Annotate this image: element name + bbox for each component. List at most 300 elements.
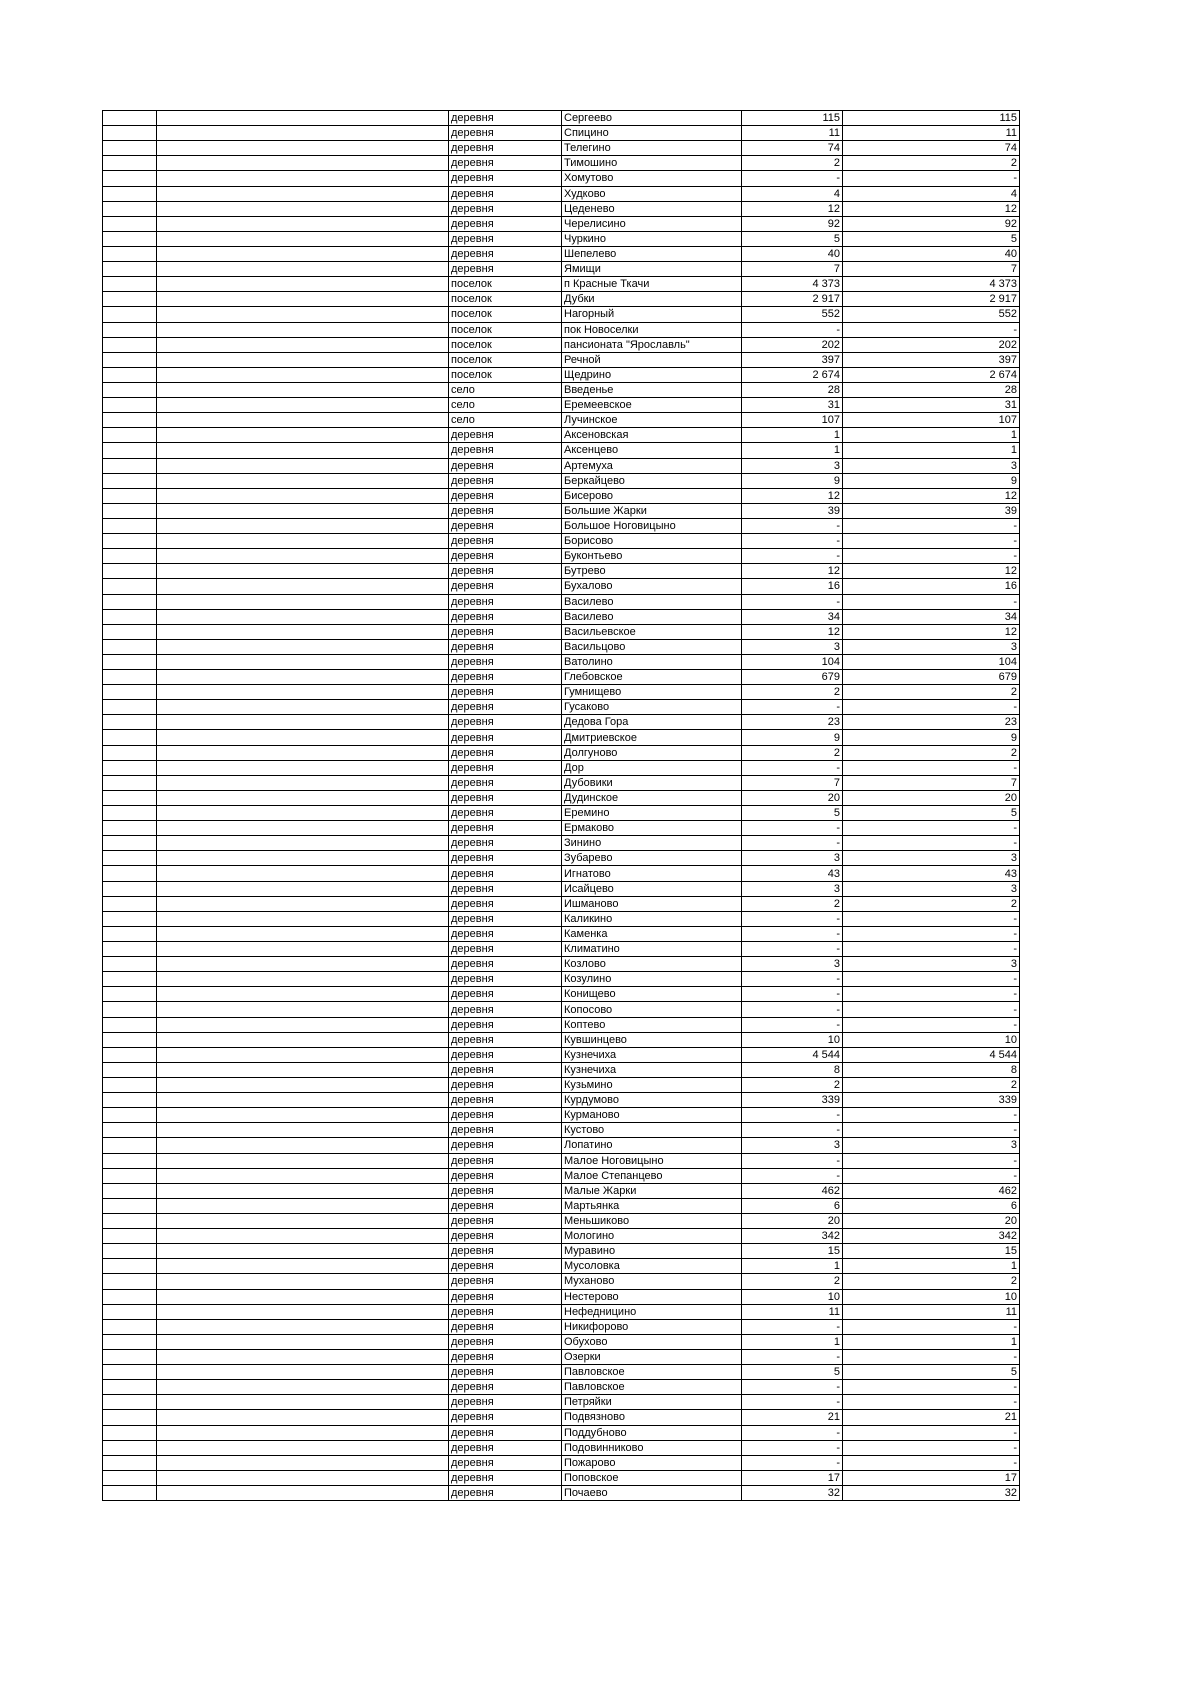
empty-cell <box>157 398 449 413</box>
table-row <box>103 231 1020 246</box>
population-cell: 342 <box>742 1229 843 1244</box>
empty-cell <box>157 292 449 307</box>
population-cell: 115 <box>742 111 843 126</box>
empty-cell <box>103 382 157 397</box>
empty-cell <box>843 1425 936 1440</box>
empty-cell <box>103 896 157 911</box>
settlement-name-cell: Ямищи <box>562 262 742 277</box>
empty-cell <box>157 1093 449 1108</box>
settlement-type-cell: деревня <box>449 1425 562 1440</box>
settlement-name-cell: Курманово <box>562 1108 742 1123</box>
population-total-cell: 6 <box>936 1198 1020 1213</box>
empty-cell <box>103 1093 157 1108</box>
empty-cell <box>103 1395 157 1410</box>
population-cell: - <box>742 821 843 836</box>
settlement-type-cell: деревня <box>449 851 562 866</box>
settlement-type-cell: деревня <box>449 685 562 700</box>
population-total-cell: - <box>936 836 1020 851</box>
empty-cell <box>157 1229 449 1244</box>
settlement-name-cell: Подовинниково <box>562 1440 742 1455</box>
settlement-type-cell: деревня <box>449 201 562 216</box>
empty-cell <box>157 1395 449 1410</box>
population-total-cell: 12 <box>936 488 1020 503</box>
settlement-type-cell: деревня <box>449 926 562 941</box>
settlement-type-cell: деревня <box>449 111 562 126</box>
table-row <box>103 413 1020 428</box>
population-cell: 2 <box>742 1274 843 1289</box>
settlement-name-cell: Поддубново <box>562 1425 742 1440</box>
empty-cell <box>157 670 449 685</box>
empty-cell <box>157 1017 449 1032</box>
empty-cell <box>157 654 449 669</box>
empty-cell <box>843 670 936 685</box>
settlement-type-cell: деревня <box>449 987 562 1002</box>
population-cell: 5 <box>742 231 843 246</box>
population-total-cell: 4 373 <box>936 277 1020 292</box>
population-total-cell: 1 <box>936 428 1020 443</box>
empty-cell <box>157 1304 449 1319</box>
settlement-type-cell: деревня <box>449 126 562 141</box>
table-row <box>103 292 1020 307</box>
empty-cell <box>157 262 449 277</box>
settlement-type-cell: деревня <box>449 1093 562 1108</box>
empty-cell <box>103 277 157 292</box>
population-cell: 2 <box>742 156 843 171</box>
table-row <box>103 1168 1020 1183</box>
empty-cell <box>103 186 157 201</box>
empty-cell <box>157 896 449 911</box>
population-cell: - <box>742 1002 843 1017</box>
empty-cell <box>843 1078 936 1093</box>
settlement-name-cell: Шепелево <box>562 246 742 261</box>
table-row <box>103 1334 1020 1349</box>
population-cell: 32 <box>742 1485 843 1500</box>
population-cell: 23 <box>742 715 843 730</box>
population-cell: - <box>742 1153 843 1168</box>
settlement-type-cell: деревня <box>449 594 562 609</box>
population-cell: 10 <box>742 1032 843 1047</box>
empty-cell <box>843 836 936 851</box>
empty-cell <box>157 111 449 126</box>
settlement-type-cell: деревня <box>449 1365 562 1380</box>
table-row <box>103 836 1020 851</box>
empty-cell <box>103 458 157 473</box>
settlement-type-cell: деревня <box>449 624 562 639</box>
table-row <box>103 760 1020 775</box>
empty-cell <box>843 1440 936 1455</box>
table-row <box>103 896 1020 911</box>
settlement-type-cell: поселок <box>449 322 562 337</box>
empty-cell <box>157 428 449 443</box>
population-total-cell: 15 <box>936 1244 1020 1259</box>
settlement-name-cell: Кувшинцево <box>562 1032 742 1047</box>
settlement-name-cell: Коптево <box>562 1017 742 1032</box>
empty-cell <box>157 141 449 156</box>
empty-cell <box>157 307 449 322</box>
table-row <box>103 942 1020 957</box>
table-row <box>103 352 1020 367</box>
empty-cell <box>843 639 936 654</box>
population-cell: 31 <box>742 398 843 413</box>
population-cell: 28 <box>742 382 843 397</box>
population-total-cell: - <box>936 322 1020 337</box>
settlement-type-cell: деревня <box>449 1349 562 1364</box>
empty-cell <box>103 972 157 987</box>
empty-cell <box>103 443 157 458</box>
empty-cell <box>103 564 157 579</box>
population-total-cell: - <box>936 549 1020 564</box>
empty-cell <box>157 987 449 1002</box>
empty-cell <box>843 987 936 1002</box>
empty-cell <box>103 1455 157 1470</box>
empty-cell <box>843 1198 936 1213</box>
population-total-cell: 2 <box>936 745 1020 760</box>
empty-cell <box>843 413 936 428</box>
settlement-type-cell: деревня <box>449 473 562 488</box>
population-total-cell: 1 <box>936 1334 1020 1349</box>
empty-cell <box>843 730 936 745</box>
settlement-type-cell: деревня <box>449 1334 562 1349</box>
empty-cell <box>843 428 936 443</box>
settlement-type-cell: деревня <box>449 1470 562 1485</box>
population-total-cell: - <box>936 942 1020 957</box>
settlement-name-cell: Нестерово <box>562 1289 742 1304</box>
table-row <box>103 957 1020 972</box>
settlement-name-cell: Бутрево <box>562 564 742 579</box>
empty-cell <box>843 1213 936 1228</box>
empty-cell <box>157 534 449 549</box>
empty-cell <box>157 1425 449 1440</box>
population-cell: - <box>742 549 843 564</box>
settlement-name-cell: Цеденево <box>562 201 742 216</box>
settlement-name-cell: Долгуново <box>562 745 742 760</box>
population-total-cell: 3 <box>936 639 1020 654</box>
population-total-cell: 2 674 <box>936 367 1020 382</box>
table-row <box>103 1395 1020 1410</box>
population-cell: - <box>742 1168 843 1183</box>
population-total-cell: - <box>936 1395 1020 1410</box>
population-total-cell: - <box>936 1002 1020 1017</box>
empty-cell <box>843 171 936 186</box>
settlement-type-cell: деревня <box>449 518 562 533</box>
population-total-cell: - <box>936 972 1020 987</box>
table-row <box>103 1485 1020 1500</box>
empty-cell <box>843 700 936 715</box>
empty-cell <box>157 443 449 458</box>
empty-cell <box>103 836 157 851</box>
settlement-name-cell: Большие Жарки <box>562 503 742 518</box>
population-cell: 39 <box>742 503 843 518</box>
empty-cell <box>843 775 936 790</box>
table-row <box>103 1289 1020 1304</box>
settlement-name-cell: Беркайцево <box>562 473 742 488</box>
settlement-type-cell: деревня <box>449 881 562 896</box>
population-total-cell: 115 <box>936 111 1020 126</box>
empty-cell <box>103 851 157 866</box>
settlement-name-cell: Муханово <box>562 1274 742 1289</box>
table-row <box>103 654 1020 669</box>
settlement-name-cell: Зубарево <box>562 851 742 866</box>
empty-cell <box>157 1455 449 1470</box>
empty-cell <box>843 821 936 836</box>
population-cell: 202 <box>742 337 843 352</box>
settlement-name-cell: Васильевское <box>562 624 742 639</box>
empty-cell <box>103 231 157 246</box>
settlement-type-cell: деревня <box>449 957 562 972</box>
empty-cell <box>103 715 157 730</box>
settlement-type-cell: деревня <box>449 911 562 926</box>
population-cell: 21 <box>742 1410 843 1425</box>
table-row <box>103 262 1020 277</box>
settlement-type-cell: деревня <box>449 141 562 156</box>
population-total-cell: 3 <box>936 458 1020 473</box>
population-cell: - <box>742 1319 843 1334</box>
empty-cell <box>157 1244 449 1259</box>
population-cell: - <box>742 1395 843 1410</box>
empty-cell <box>157 1062 449 1077</box>
empty-cell <box>103 1108 157 1123</box>
settlement-type-cell: деревня <box>449 730 562 745</box>
settlement-type-cell: деревня <box>449 1047 562 1062</box>
settlement-name-cell: Дубки <box>562 292 742 307</box>
empty-cell <box>843 1168 936 1183</box>
empty-cell <box>157 382 449 397</box>
table-row <box>103 579 1020 594</box>
population-total-cell: 23 <box>936 715 1020 730</box>
empty-cell <box>843 186 936 201</box>
settlement-name-cell: Кузнечиха <box>562 1047 742 1062</box>
population-cell: 12 <box>742 564 843 579</box>
empty-cell <box>157 836 449 851</box>
empty-cell <box>157 413 449 428</box>
population-total-cell: 3 <box>936 1138 1020 1153</box>
population-total-cell: 34 <box>936 609 1020 624</box>
settlement-name-cell: Гусаково <box>562 700 742 715</box>
settlement-name-cell: Дмитриевское <box>562 730 742 745</box>
empty-cell <box>157 700 449 715</box>
settlement-name-cell: Василево <box>562 609 742 624</box>
empty-cell <box>843 1047 936 1062</box>
empty-cell <box>103 1274 157 1289</box>
table-row <box>103 685 1020 700</box>
empty-cell <box>157 171 449 186</box>
settlement-name-cell: Петряйки <box>562 1395 742 1410</box>
table-row <box>103 790 1020 805</box>
population-cell: 1 <box>742 1334 843 1349</box>
empty-cell <box>103 760 157 775</box>
empty-cell <box>103 654 157 669</box>
population-cell: 3 <box>742 639 843 654</box>
empty-cell <box>103 1078 157 1093</box>
table-row <box>103 594 1020 609</box>
empty-cell <box>103 1138 157 1153</box>
population-total-cell: - <box>936 1380 1020 1395</box>
settlement-name-cell: Пожарово <box>562 1455 742 1470</box>
empty-cell <box>103 1485 157 1500</box>
table-row <box>103 1440 1020 1455</box>
empty-cell <box>843 790 936 805</box>
table-row <box>103 1274 1020 1289</box>
settlement-name-cell: пок Новоселки <box>562 322 742 337</box>
population-total-cell: 92 <box>936 216 1020 231</box>
settlement-type-cell: поселок <box>449 307 562 322</box>
settlement-name-cell: Кузнечиха <box>562 1062 742 1077</box>
settlement-type-cell: деревня <box>449 1138 562 1153</box>
settlement-name-cell: Бухалово <box>562 579 742 594</box>
settlement-name-cell: Тимошино <box>562 156 742 171</box>
settlement-name-cell: Каменка <box>562 926 742 941</box>
settlement-name-cell: Почаево <box>562 1485 742 1500</box>
empty-cell <box>157 352 449 367</box>
empty-cell <box>157 775 449 790</box>
settlement-type-cell: деревня <box>449 1244 562 1259</box>
empty-cell <box>157 1047 449 1062</box>
empty-cell <box>157 1168 449 1183</box>
settlement-type-cell: деревня <box>449 760 562 775</box>
settlement-name-cell: Ишманово <box>562 896 742 911</box>
empty-cell <box>103 549 157 564</box>
population-total-cell: - <box>936 1455 1020 1470</box>
table-row <box>103 1002 1020 1017</box>
empty-cell <box>157 579 449 594</box>
empty-cell <box>103 1183 157 1198</box>
table-row <box>103 926 1020 941</box>
settlement-name-cell: Речной <box>562 352 742 367</box>
empty-cell <box>843 1032 936 1047</box>
settlement-type-cell: деревня <box>449 262 562 277</box>
settlement-name-cell: Исайцево <box>562 881 742 896</box>
population-total-cell: 4 544 <box>936 1047 1020 1062</box>
population-total-cell: 5 <box>936 806 1020 821</box>
population-total-cell: 462 <box>936 1183 1020 1198</box>
population-cell: - <box>742 1349 843 1364</box>
table-row <box>103 503 1020 518</box>
empty-cell <box>103 881 157 896</box>
population-total-cell: 9 <box>936 473 1020 488</box>
population-cell: 20 <box>742 790 843 805</box>
settlement-type-cell: деревня <box>449 1289 562 1304</box>
population-cell: 2 674 <box>742 367 843 382</box>
empty-cell <box>157 246 449 261</box>
empty-cell <box>843 1395 936 1410</box>
settlement-type-cell: деревня <box>449 1017 562 1032</box>
settlement-name-cell: Еремино <box>562 806 742 821</box>
empty-cell <box>843 277 936 292</box>
population-total-cell: 9 <box>936 730 1020 745</box>
settlement-name-cell: Ватолино <box>562 654 742 669</box>
population-total-cell: - <box>936 534 1020 549</box>
population-cell: 2 <box>742 896 843 911</box>
population-total-cell: - <box>936 1168 1020 1183</box>
population-cell: 12 <box>742 201 843 216</box>
empty-cell <box>157 1153 449 1168</box>
population-cell: - <box>742 1380 843 1395</box>
empty-cell <box>843 957 936 972</box>
empty-cell <box>103 171 157 186</box>
table-row <box>103 564 1020 579</box>
population-cell: - <box>742 534 843 549</box>
empty-cell <box>843 1485 936 1500</box>
population-cell: 679 <box>742 670 843 685</box>
empty-cell <box>843 1289 936 1304</box>
population-cell: - <box>742 942 843 957</box>
population-cell: 11 <box>742 126 843 141</box>
empty-cell <box>843 503 936 518</box>
empty-cell <box>103 352 157 367</box>
table-row <box>103 1410 1020 1425</box>
empty-cell <box>103 156 157 171</box>
empty-cell <box>157 1259 449 1274</box>
empty-cell <box>103 670 157 685</box>
population-total-cell: 28 <box>936 382 1020 397</box>
population-total-cell: 8 <box>936 1062 1020 1077</box>
settlement-name-cell: Лучинское <box>562 413 742 428</box>
table-row <box>103 715 1020 730</box>
empty-cell <box>157 1380 449 1395</box>
table-row <box>103 639 1020 654</box>
empty-cell <box>103 987 157 1002</box>
table-row <box>103 549 1020 564</box>
settlement-type-cell: деревня <box>449 186 562 201</box>
empty-cell <box>103 1168 157 1183</box>
population-total-cell: - <box>936 1425 1020 1440</box>
settlement-type-cell: поселок <box>449 337 562 352</box>
empty-cell <box>843 745 936 760</box>
empty-cell <box>843 398 936 413</box>
settlement-name-cell: Мартьянка <box>562 1198 742 1213</box>
settlement-name-cell: Конищево <box>562 987 742 1002</box>
settlement-name-cell: Василево <box>562 594 742 609</box>
table-row <box>103 367 1020 382</box>
population-total-cell: 31 <box>936 398 1020 413</box>
empty-cell <box>843 549 936 564</box>
population-total-cell: 20 <box>936 790 1020 805</box>
empty-cell <box>103 911 157 926</box>
empty-cell <box>157 156 449 171</box>
empty-cell <box>843 1153 936 1168</box>
table-row <box>103 609 1020 624</box>
population-cell: - <box>742 1017 843 1032</box>
settlement-type-cell: деревня <box>449 1123 562 1138</box>
empty-cell <box>103 488 157 503</box>
table-row <box>103 322 1020 337</box>
table-row <box>103 1062 1020 1077</box>
settlement-type-cell: деревня <box>449 549 562 564</box>
empty-cell <box>843 1455 936 1470</box>
empty-cell <box>103 322 157 337</box>
population-total-cell: - <box>936 821 1020 836</box>
table-row <box>103 1153 1020 1168</box>
population-cell: 15 <box>742 1244 843 1259</box>
empty-cell <box>157 231 449 246</box>
settlement-name-cell: Чуркино <box>562 231 742 246</box>
settlement-name-cell: Копосово <box>562 1002 742 1017</box>
population-total-cell: 43 <box>936 866 1020 881</box>
population-cell: 4 544 <box>742 1047 843 1062</box>
empty-cell <box>157 972 449 987</box>
population-cell: - <box>742 518 843 533</box>
settlement-type-cell: поселок <box>449 277 562 292</box>
settlement-name-cell: Нефедницино <box>562 1304 742 1319</box>
empty-cell <box>103 141 157 156</box>
empty-cell <box>157 926 449 941</box>
settlement-type-cell: деревня <box>449 1153 562 1168</box>
settlement-type-cell: деревня <box>449 1108 562 1123</box>
empty-cell <box>843 1183 936 1198</box>
settlement-name-cell: Никифорово <box>562 1319 742 1334</box>
settlement-name-cell: Щедрино <box>562 367 742 382</box>
table-row <box>103 246 1020 261</box>
